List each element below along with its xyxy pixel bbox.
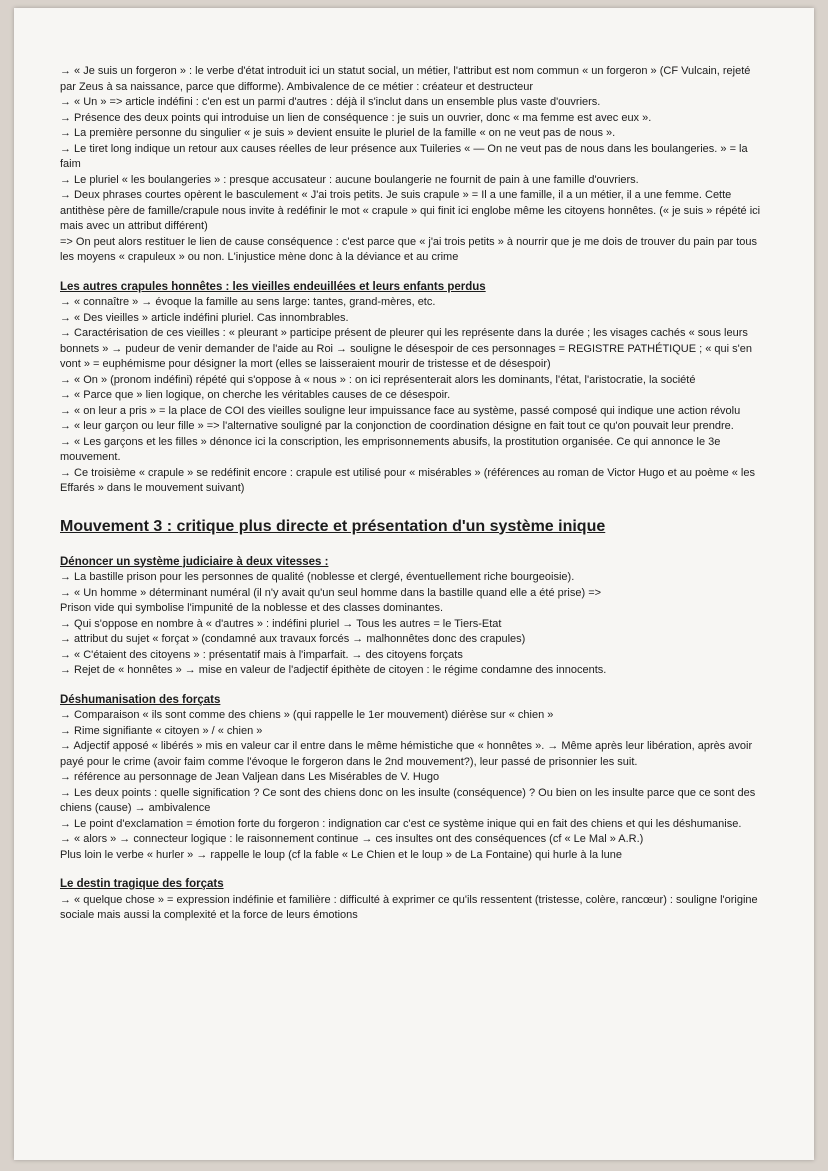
section-heading: Le destin tragique des forçats — [60, 878, 224, 890]
paragraph: → La première personne du singulier « je suis » devient ensuite le pluriel de la famille « on ne veut pas de nous ». — [60, 127, 616, 139]
paragraph: → Deux phrases courtes opèrent le basculement « J'ai trois petits. Je suis crapule » = Il a une famille, il a un métier, il a une femme. Cette antithèse père de famille/crapule nous invite à redéfinir le mot « crapule » qui finit ici englobe même les citoyens honnêtes. (« je suis » répété ici mais avec un attribut différent) — [60, 189, 761, 232]
paragraph: → « quelque chose » = expression indéfinie et familière : difficulté à exprimer ce qu'ils ressentent (tristesse, colère, rancœur) : souligne l'origine sociale mais aussi la complexité et la force de leurs émotions — [60, 893, 758, 921]
paragraph: → Comparaison « ils sont comme des chiens » (qui rappelle le 1er mouvement) diérèse sur « chien » — [60, 709, 554, 721]
paragraph: → La bastille prison pour les personnes de qualité (noblesse et clergé, éventuellement riche bourgeoisie). — [60, 571, 575, 583]
paragraph: => On peut alors restituer le lien de cause conséquence : c'est parce que « j'ai trois petits » à nourrir que je me dois de trouver du pain par tous les moyens « crapuleux » ou non. L'injustice mène donc à la déviance et au crime — [60, 235, 757, 263]
paragraph: → « Un » => article indéfini : c'en est un parmi d'autres : déjà il s'inclut dans un ensemble plus vaste d'ouvriers. — [60, 96, 601, 108]
movement-3-heading: Mouvement 3 : critique plus directe et présentation d'un système inique — [60, 517, 606, 535]
paragraph: → « alors » → connecteur logique : le raisonnement continue → ces insultes ont des conséquences (cf « Le Mal » A.R.) — [60, 833, 644, 845]
section-heading: Les autres crapules honnêtes : les vieilles endeuillées et leurs enfants perdus — [60, 280, 486, 293]
section-destin-tragique — [60, 877, 766, 924]
section-movement2-analysis — [60, 64, 766, 266]
paragraph: Plus loin le verbe « hurler » → rappelle le loup (cf la fable « Le Chien et le loup » de La Fontaine) qui hurle à la lune — [60, 848, 622, 861]
paragraph: → « Parce que » lien logique, on cherche les véritables causes de ce désespoir. — [60, 389, 451, 401]
section-systeme-judiciaire — [60, 555, 766, 679]
paragraph: → « On » (pronom indéfini) répété qui s'oppose à « nous » : on ici représenterait alors les dominants, l'état, l'aristocratie, la société — [60, 373, 696, 386]
paragraph: → Le tiret long indique un retour aux causes réelles de leur présence aux Tuileries « — On ne veut pas de nous dans les boulangeries. » = la faim — [60, 142, 748, 170]
paragraph: → Qui s'oppose en nombre à « d'autres » : indéfini pluriel → Tous les autres = le Tiers-Etat — [60, 617, 502, 630]
paragraph: → référence au personnage de Jean Valjean dans Les Misérables de V. Hugo — [60, 771, 440, 783]
section-crapules-honnetes — [60, 280, 766, 497]
paragraph: → Le pluriel « les boulangeries » : presque accusateur : aucune boulangerie ne fournit de pain à une famille d'ouvriers. — [60, 173, 639, 186]
paragraph: → « connaître » → évoque la famille au sens large: tantes, grand-mères, etc. — [60, 296, 436, 308]
paragraph: → Adjectif apposé « libérés » mis en valeur car il entre dans le même hémistiche que « honnêtes ». → Même après leur libération, après avoir payé pour le crime (avoir faim comme l'évoque le forgeron dans le 2nd mouvement?), leur passé de prisonnier les suit. — [60, 740, 753, 768]
paragraph: → Rime signifiante « citoyen » / « chien » — [60, 724, 263, 737]
paragraph: → « C'étaient des citoyens » : présentatif mais à l'imparfait. → des citoyens forçats — [60, 648, 463, 661]
paragraph: → Les deux points : quelle signification ? Ce sont des chiens donc on les insulte (conséquence) ? Ou bien on les insulte parce que ce sont des chiens (cause) → ambivalence — [60, 786, 756, 814]
paragraph: → Rejet de « honnêtes » → mise en valeur de l'adjectif épithète de citoyen : le régime condamne des innocents. — [60, 664, 607, 676]
section-deshumanisation — [60, 693, 766, 864]
paragraph: → « Un homme » déterminant numéral (il n'y avait qu'un seul homme dans la bastille quand elle a été prise) => — [60, 586, 602, 599]
scanned-page — [14, 8, 814, 1160]
paragraph: → « Je suis un forgeron » : le verbe d'état introduit ici un statut social, un métier, l'attribut est nom commun « un forgeron » (CF Vulcain, rejeté par Zeus à sa naissance, parce que difforme). Ambivalence de ce métier : créateur et destructeur — [60, 65, 751, 93]
document-body — [60, 64, 766, 924]
paragraph: → attribut du sujet « forçat » (condamné aux travaux forcés → malhonnêtes donc des crapules) — [60, 633, 526, 645]
paragraph: → « Des vieilles » article indéfini pluriel. Cas innombrables. — [60, 311, 349, 324]
paragraph: → « on leur a pris » = la place de COI des vieilles souligne leur impuissance face au système, passé composé qui indique une action révolu — [60, 404, 741, 417]
section-heading: Déshumanisation des forçats — [60, 693, 221, 706]
paragraph: → « leur garçon ou leur fille » => l'alternative souligné par la conjonction de coordination désigne en fait tout ce qu'on pouvait leur prendre. — [60, 420, 734, 432]
paragraph: → Ce troisième « crapule » se redéfinit encore : crapule est utilisé pour « misérables » (références au roman de Victor Hugo et au poème « les Effarés » dans le mouvement suivant) — [60, 466, 755, 494]
paragraph: → Caractérisation de ces vieilles : « pleurant » participe présent de pleurer qui les représente dans la durée ; les visages cachés « sous leurs bonnets » → pudeur de venir demander de l'aide au Roi → souligne le désespoir de ces personnages = REGISTRE PATHÉTIQUE ; « qui s'en vont » = euphémisme pour désigner la mort (elles se laisseraient mourir de tristesse et de désespoir) — [60, 327, 752, 370]
section-heading: Dénoncer un système judiciaire à deux vitesses : — [60, 555, 329, 568]
paragraph: → Le point d'exclamation = émotion forte du forgeron : indignation car c'est ce système inique qui en fait des chiens et qui les déshumanise. — [60, 817, 742, 830]
paragraph: Prison vide qui symbolise l'impunité de la noblesse et des classes dominantes. — [60, 602, 444, 614]
paragraph: → Présence des deux points qui introduise un lien de conséquence : je suis un ouvrier, donc « ma femme est avec eux ». — [60, 111, 652, 124]
paragraph: → « Les garçons et les filles » dénonce ici la conscription, les emprisonnements abusifs, la prostitution organisée. Ce qui annonce le 3e mouvement. — [60, 435, 721, 463]
